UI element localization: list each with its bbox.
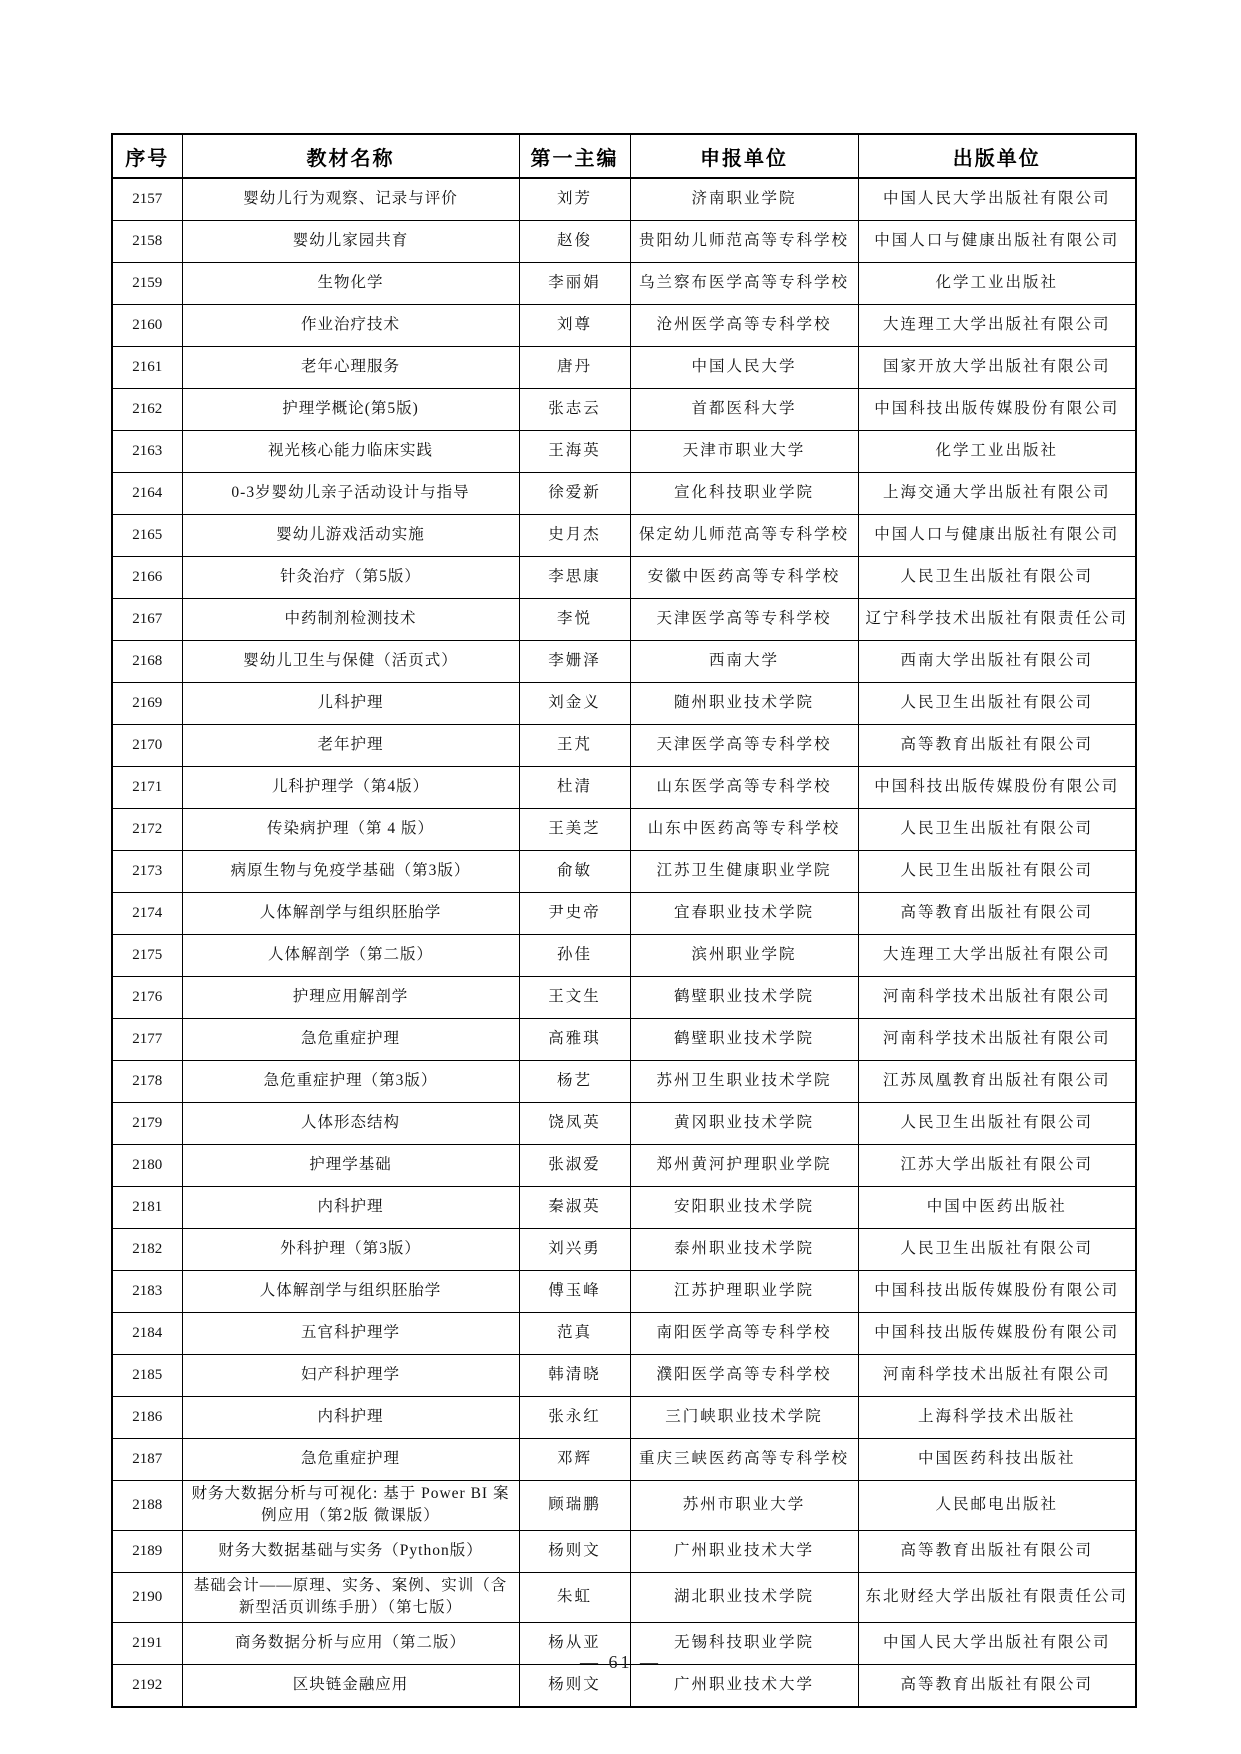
cell-title: 婴幼儿家园共育	[182, 221, 519, 263]
cell-chief-editor: 唐丹	[519, 347, 630, 389]
cell-publisher: 大连理工大学出版社有限公司	[858, 935, 1136, 977]
cell-applicant-unit: 中国人民大学	[630, 347, 858, 389]
cell-publisher: 河南科学技术出版社有限公司	[858, 1019, 1136, 1061]
table-row	[112, 1481, 1136, 1531]
cell-applicant-unit: 广州职业技术大学	[630, 1530, 858, 1572]
cell-title: 人体解剖学（第二版）	[182, 935, 519, 977]
col-header-chief-editor: 第一主编	[519, 134, 630, 178]
page-number: — 61 —	[580, 1652, 661, 1672]
cell-title: 老年心理服务	[182, 347, 519, 389]
cell-chief-editor: 范真	[519, 1313, 630, 1355]
cell-publisher: 化学工业出版社	[858, 431, 1136, 473]
cell-applicant-unit: 天津医学高等专科学校	[630, 725, 858, 767]
cell-index: 2183	[112, 1271, 182, 1313]
cell-chief-editor: 饶凤英	[519, 1103, 630, 1145]
cell-applicant-unit: 江苏卫生健康职业学院	[630, 851, 858, 893]
textbook-table	[111, 133, 1137, 1708]
cell-title: 人体形态结构	[182, 1103, 519, 1145]
cell-index: 2175	[112, 935, 182, 977]
cell-index: 2191	[112, 1622, 182, 1664]
table-row	[112, 1397, 1136, 1439]
table-row	[112, 1439, 1136, 1481]
col-header-applicant-unit: 申报单位	[630, 134, 858, 178]
cell-publisher: 人民邮电出版社	[858, 1481, 1136, 1531]
cell-chief-editor: 杨从亚	[519, 1622, 630, 1664]
cell-publisher: 人民卫生出版社有限公司	[858, 809, 1136, 851]
table-row	[112, 1572, 1136, 1622]
table-row	[112, 1019, 1136, 1061]
cell-index: 2176	[112, 977, 182, 1019]
table-row	[112, 893, 1136, 935]
cell-applicant-unit: 鹤壁职业技术学院	[630, 1019, 858, 1061]
cell-index: 2174	[112, 893, 182, 935]
cell-chief-editor: 刘兴勇	[519, 1229, 630, 1271]
cell-title: 区块链金融应用	[182, 1664, 519, 1707]
cell-applicant-unit: 江苏护理职业学院	[630, 1271, 858, 1313]
table-row	[112, 851, 1136, 893]
cell-index: 2178	[112, 1061, 182, 1103]
cell-title: 老年护理	[182, 725, 519, 767]
cell-title: 婴幼儿行为观察、记录与评价	[182, 178, 519, 221]
cell-title: 生物化学	[182, 263, 519, 305]
cell-chief-editor: 邓辉	[519, 1439, 630, 1481]
cell-publisher: 中国科技出版传媒股份有限公司	[858, 389, 1136, 431]
cell-publisher: 中国人民大学出版社有限公司	[858, 1622, 1136, 1664]
cell-chief-editor: 杨艺	[519, 1061, 630, 1103]
cell-applicant-unit: 广州职业技术大学	[630, 1664, 858, 1707]
cell-publisher: 上海交通大学出版社有限公司	[858, 473, 1136, 515]
cell-chief-editor: 杜清	[519, 767, 630, 809]
table-row	[112, 641, 1136, 683]
cell-applicant-unit: 随州职业技术学院	[630, 683, 858, 725]
cell-applicant-unit: 沧州医学高等专科学校	[630, 305, 858, 347]
cell-applicant-unit: 濮阳医学高等专科学校	[630, 1355, 858, 1397]
cell-chief-editor: 刘金义	[519, 683, 630, 725]
cell-publisher: 人民卫生出版社有限公司	[858, 851, 1136, 893]
cell-chief-editor: 张志云	[519, 389, 630, 431]
cell-chief-editor: 史月杰	[519, 515, 630, 557]
cell-applicant-unit: 宣化科技职业学院	[630, 473, 858, 515]
table-row	[112, 935, 1136, 977]
cell-title: 病原生物与免疫学基础（第3版）	[182, 851, 519, 893]
cell-publisher: 中国科技出版传媒股份有限公司	[858, 1313, 1136, 1355]
table-row	[112, 1145, 1136, 1187]
cell-index: 2173	[112, 851, 182, 893]
cell-index: 2157	[112, 178, 182, 221]
cell-index: 2165	[112, 515, 182, 557]
cell-applicant-unit: 西南大学	[630, 641, 858, 683]
cell-applicant-unit: 南阳医学高等专科学校	[630, 1313, 858, 1355]
cell-applicant-unit: 重庆三峡医药高等专科学校	[630, 1439, 858, 1481]
cell-title: 儿科护理	[182, 683, 519, 725]
cell-applicant-unit: 三门峡职业技术学院	[630, 1397, 858, 1439]
table-row	[112, 305, 1136, 347]
cell-publisher: 河南科学技术出版社有限公司	[858, 977, 1136, 1019]
cell-applicant-unit: 湖北职业技术学院	[630, 1572, 858, 1622]
table-row	[112, 178, 1136, 221]
table-row	[112, 221, 1136, 263]
cell-index: 2164	[112, 473, 182, 515]
cell-chief-editor: 刘尊	[519, 305, 630, 347]
table-header-row	[112, 134, 1136, 178]
cell-applicant-unit: 安阳职业技术学院	[630, 1187, 858, 1229]
cell-chief-editor: 王芃	[519, 725, 630, 767]
table-row	[112, 1229, 1136, 1271]
cell-applicant-unit: 无锡科技职业学院	[630, 1622, 858, 1664]
table-row	[112, 557, 1136, 599]
cell-applicant-unit: 济南职业学院	[630, 178, 858, 221]
cell-title: 妇产科护理学	[182, 1355, 519, 1397]
table-row	[112, 515, 1136, 557]
cell-chief-editor: 张淑爱	[519, 1145, 630, 1187]
table-row	[112, 1313, 1136, 1355]
cell-index: 2187	[112, 1439, 182, 1481]
cell-applicant-unit: 鹤壁职业技术学院	[630, 977, 858, 1019]
cell-title: 婴幼儿卫生与保健（活页式）	[182, 641, 519, 683]
cell-index: 2171	[112, 767, 182, 809]
cell-chief-editor: 孙佳	[519, 935, 630, 977]
cell-chief-editor: 尹史帝	[519, 893, 630, 935]
cell-title: 急危重症护理（第3版）	[182, 1061, 519, 1103]
cell-chief-editor: 韩清晓	[519, 1355, 630, 1397]
cell-title: 财务大数据分析与可视化: 基于 Power BI 案例应用（第2版 微课版）	[182, 1481, 519, 1531]
cell-index: 2190	[112, 1572, 182, 1622]
cell-title: 针灸治疗（第5版）	[182, 557, 519, 599]
cell-index: 2181	[112, 1187, 182, 1229]
cell-title: 内科护理	[182, 1187, 519, 1229]
cell-title: 儿科护理学（第4版）	[182, 767, 519, 809]
cell-chief-editor: 王海英	[519, 431, 630, 473]
table-row	[112, 977, 1136, 1019]
cell-index: 2185	[112, 1355, 182, 1397]
cell-publisher: 大连理工大学出版社有限公司	[858, 305, 1136, 347]
cell-publisher: 西南大学出版社有限公司	[858, 641, 1136, 683]
cell-publisher: 中国人口与健康出版社有限公司	[858, 515, 1136, 557]
cell-title: 财务大数据基础与实务（Python版）	[182, 1530, 519, 1572]
cell-publisher: 高等教育出版社有限公司	[858, 1530, 1136, 1572]
cell-title: 人体解剖学与组织胚胎学	[182, 893, 519, 935]
cell-chief-editor: 杨则文	[519, 1664, 630, 1707]
cell-title: 作业治疗技术	[182, 305, 519, 347]
table-row	[112, 683, 1136, 725]
cell-index: 2188	[112, 1481, 182, 1531]
cell-applicant-unit: 苏州市职业大学	[630, 1481, 858, 1531]
cell-applicant-unit: 郑州黄河护理职业学院	[630, 1145, 858, 1187]
table-row	[112, 725, 1136, 767]
cell-title: 内科护理	[182, 1397, 519, 1439]
cell-publisher: 中国中医药出版社	[858, 1187, 1136, 1229]
cell-index: 2172	[112, 809, 182, 851]
cell-applicant-unit: 苏州卫生职业技术学院	[630, 1061, 858, 1103]
cell-index: 2182	[112, 1229, 182, 1271]
cell-title: 护理学概论(第5版)	[182, 389, 519, 431]
cell-chief-editor: 李姗泽	[519, 641, 630, 683]
cell-chief-editor: 俞敏	[519, 851, 630, 893]
cell-chief-editor: 赵俊	[519, 221, 630, 263]
table-row	[112, 263, 1136, 305]
cell-index: 2160	[112, 305, 182, 347]
cell-publisher: 人民卫生出版社有限公司	[858, 683, 1136, 725]
cell-title: 急危重症护理	[182, 1019, 519, 1061]
cell-publisher: 中国医药科技出版社	[858, 1439, 1136, 1481]
cell-applicant-unit: 宜春职业技术学院	[630, 893, 858, 935]
cell-publisher: 中国科技出版传媒股份有限公司	[858, 767, 1136, 809]
cell-publisher: 人民卫生出版社有限公司	[858, 557, 1136, 599]
cell-index: 2168	[112, 641, 182, 683]
cell-index: 2179	[112, 1103, 182, 1145]
cell-index: 2167	[112, 599, 182, 641]
cell-chief-editor: 顾瑞鹏	[519, 1481, 630, 1531]
cell-applicant-unit: 黄冈职业技术学院	[630, 1103, 858, 1145]
cell-publisher: 高等教育出版社有限公司	[858, 725, 1136, 767]
cell-title: 0-3岁婴幼儿亲子活动设计与指导	[182, 473, 519, 515]
cell-applicant-unit: 乌兰察布医学高等专科学校	[630, 263, 858, 305]
cell-chief-editor: 张永红	[519, 1397, 630, 1439]
cell-title: 急危重症护理	[182, 1439, 519, 1481]
table-row	[112, 767, 1136, 809]
cell-applicant-unit: 贵阳幼儿师范高等专科学校	[630, 221, 858, 263]
cell-index: 2162	[112, 389, 182, 431]
col-header-title: 教材名称	[182, 134, 519, 178]
table-row	[112, 1187, 1136, 1229]
cell-title: 护理学基础	[182, 1145, 519, 1187]
cell-publisher: 人民卫生出版社有限公司	[858, 1229, 1136, 1271]
cell-index: 2158	[112, 221, 182, 263]
cell-applicant-unit: 首都医科大学	[630, 389, 858, 431]
cell-index: 2161	[112, 347, 182, 389]
cell-title: 视光核心能力临床实践	[182, 431, 519, 473]
cell-title: 五官科护理学	[182, 1313, 519, 1355]
cell-chief-editor: 朱虹	[519, 1572, 630, 1622]
cell-index: 2170	[112, 725, 182, 767]
cell-publisher: 中国人民大学出版社有限公司	[858, 178, 1136, 221]
table-row	[112, 431, 1136, 473]
cell-title: 人体解剖学与组织胚胎学	[182, 1271, 519, 1313]
table-row	[112, 1061, 1136, 1103]
cell-title: 护理应用解剖学	[182, 977, 519, 1019]
table-row	[112, 1271, 1136, 1313]
cell-index: 2184	[112, 1313, 182, 1355]
table-row	[112, 473, 1136, 515]
cell-publisher: 辽宁科学技术出版社有限责任公司	[858, 599, 1136, 641]
cell-chief-editor: 王文生	[519, 977, 630, 1019]
table-row	[112, 809, 1136, 851]
cell-chief-editor: 杨则文	[519, 1530, 630, 1572]
cell-title: 婴幼儿游戏活动实施	[182, 515, 519, 557]
cell-chief-editor: 李悦	[519, 599, 630, 641]
cell-index: 2159	[112, 263, 182, 305]
cell-publisher: 中国科技出版传媒股份有限公司	[858, 1271, 1136, 1313]
table-row	[112, 599, 1136, 641]
cell-index: 2177	[112, 1019, 182, 1061]
table-row	[112, 1103, 1136, 1145]
table-row	[112, 1530, 1136, 1572]
cell-applicant-unit: 泰州职业技术学院	[630, 1229, 858, 1271]
cell-publisher: 江苏凤凰教育出版社有限公司	[858, 1061, 1136, 1103]
cell-title: 基础会计——原理、实务、案例、实训（含新型活页训练手册）（第七版）	[182, 1572, 519, 1622]
cell-chief-editor: 傅玉峰	[519, 1271, 630, 1313]
cell-applicant-unit: 保定幼儿师范高等专科学校	[630, 515, 858, 557]
cell-publisher: 人民卫生出版社有限公司	[858, 1103, 1136, 1145]
cell-index: 2163	[112, 431, 182, 473]
cell-applicant-unit: 安徽中医药高等专科学校	[630, 557, 858, 599]
table-row	[112, 1355, 1136, 1397]
cell-publisher: 化学工业出版社	[858, 263, 1136, 305]
cell-index: 2192	[112, 1664, 182, 1707]
cell-publisher: 东北财经大学出版社有限责任公司	[858, 1572, 1136, 1622]
cell-title: 商务数据分析与应用（第二版）	[182, 1622, 519, 1664]
cell-publisher: 上海科学技术出版社	[858, 1397, 1136, 1439]
cell-applicant-unit: 天津医学高等专科学校	[630, 599, 858, 641]
cell-chief-editor: 徐爱新	[519, 473, 630, 515]
cell-index: 2180	[112, 1145, 182, 1187]
col-header-index: 序号	[112, 134, 182, 178]
cell-chief-editor: 李丽娟	[519, 263, 630, 305]
cell-applicant-unit: 天津市职业大学	[630, 431, 858, 473]
table-body	[112, 178, 1136, 1707]
cell-index: 2186	[112, 1397, 182, 1439]
col-header-publisher: 出版单位	[858, 134, 1136, 178]
cell-chief-editor: 秦淑英	[519, 1187, 630, 1229]
cell-publisher: 河南科学技术出版社有限公司	[858, 1355, 1136, 1397]
cell-publisher: 江苏大学出版社有限公司	[858, 1145, 1136, 1187]
cell-chief-editor: 刘芳	[519, 178, 630, 221]
cell-index: 2166	[112, 557, 182, 599]
cell-index: 2189	[112, 1530, 182, 1572]
cell-chief-editor: 王美芝	[519, 809, 630, 851]
table-row	[112, 347, 1136, 389]
cell-chief-editor: 李思康	[519, 557, 630, 599]
cell-title: 中药制剂检测技术	[182, 599, 519, 641]
cell-publisher: 国家开放大学出版社有限公司	[858, 347, 1136, 389]
cell-applicant-unit: 山东中医药高等专科学校	[630, 809, 858, 851]
cell-applicant-unit: 山东医学高等专科学校	[630, 767, 858, 809]
cell-publisher: 高等教育出版社有限公司	[858, 1664, 1136, 1707]
cell-chief-editor: 高雅琪	[519, 1019, 630, 1061]
cell-title: 传染病护理（第 4 版）	[182, 809, 519, 851]
cell-title: 外科护理（第3版）	[182, 1229, 519, 1271]
cell-index: 2169	[112, 683, 182, 725]
table-row	[112, 389, 1136, 431]
cell-applicant-unit: 滨州职业学院	[630, 935, 858, 977]
cell-publisher: 中国人口与健康出版社有限公司	[858, 221, 1136, 263]
cell-publisher: 高等教育出版社有限公司	[858, 893, 1136, 935]
